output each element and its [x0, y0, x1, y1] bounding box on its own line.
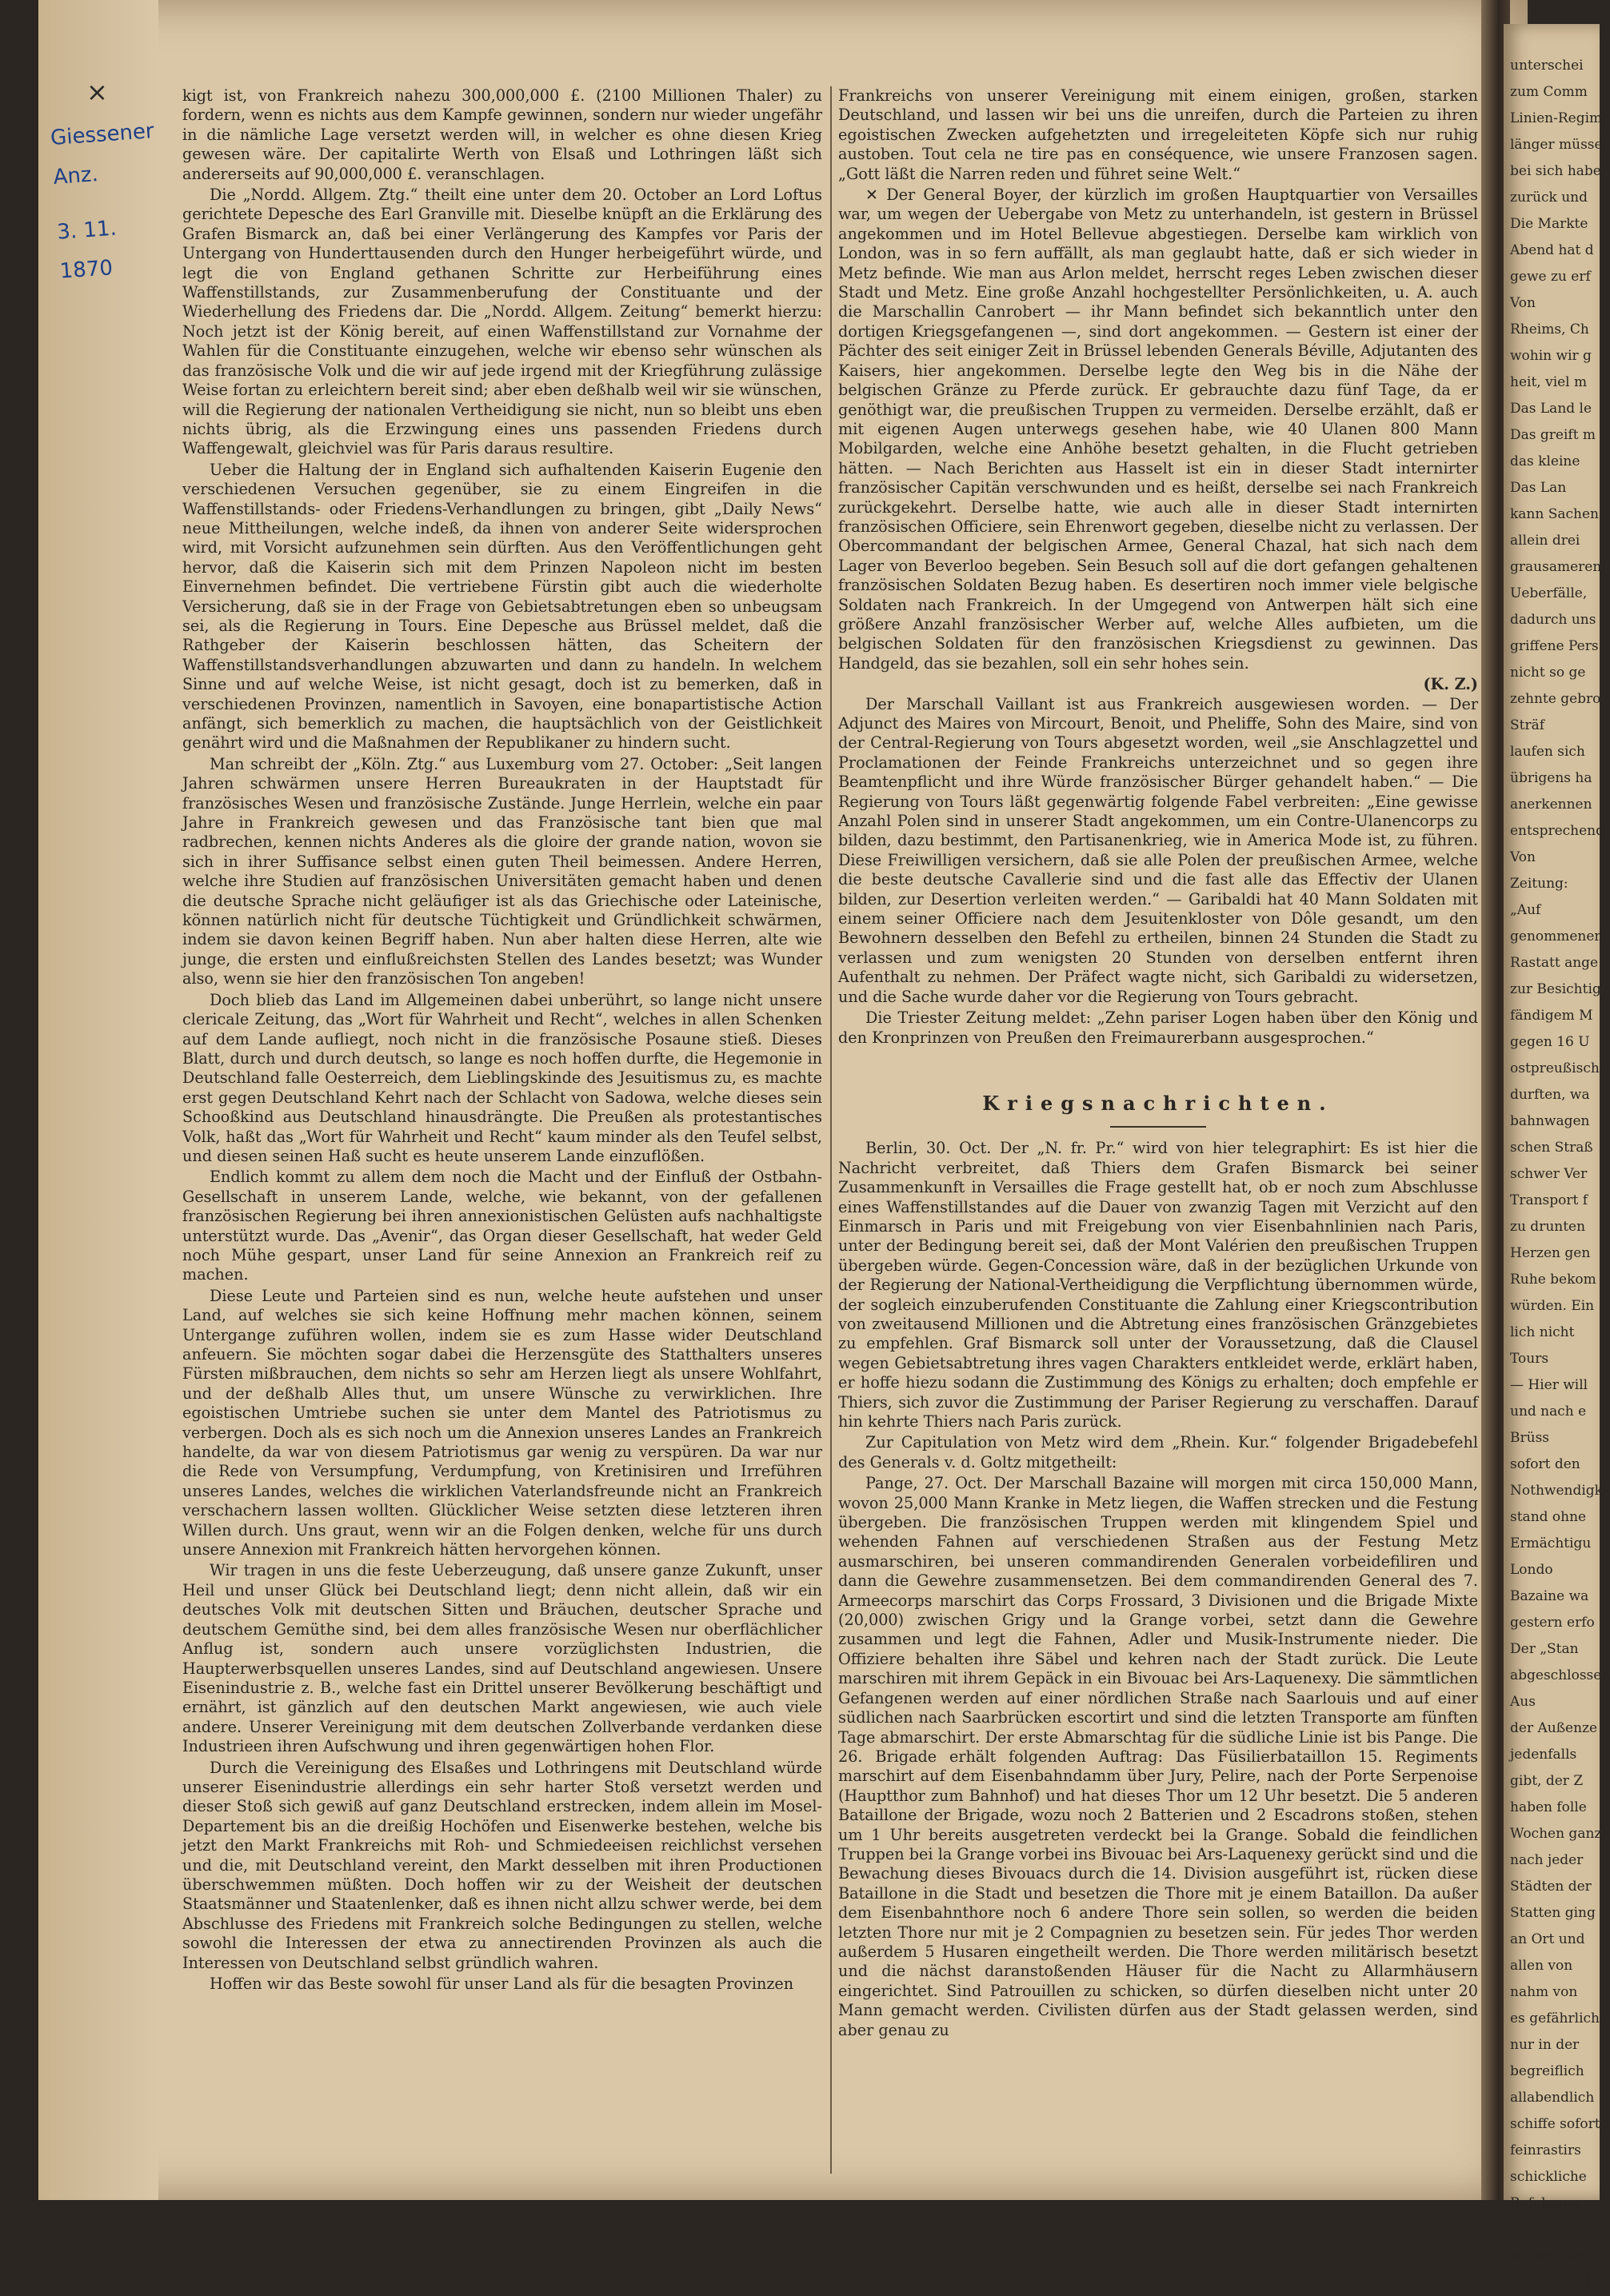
facing-page-line: nicht so ge: [1510, 665, 1586, 681]
facing-page-line: Herzen gen: [1510, 1245, 1591, 1261]
facing-page-line: Transport f: [1510, 1192, 1588, 1208]
facing-page-line: Von: [1510, 295, 1536, 311]
facing-page-line: kann Sachen: [1510, 506, 1599, 522]
article-paragraph: Frankreichs von unserer Vereinigung mit einem einigen, großen, starken Deutschland, und lassen wir bei uns die unreifen, durch die Parteien zu ihren egoistischen Zwecken aufgehetzten und irregeleiteten Köpfe sich nur ruhig austoben. Tout cela ne tire pas en conséquence, wie unsere Franzosen sagen. „Gott läßt die Narren reden und führet seine Welt.“: [838, 86, 1478, 183]
column-divider: [830, 86, 832, 2174]
facing-page-line: bahnwagen: [1510, 1113, 1590, 1129]
facing-page-line: Aus: [1510, 1694, 1536, 1710]
facing-page-line: der Außenze: [1510, 1720, 1598, 1736]
facing-page-line: jedenfalls: [1510, 1747, 1577, 1763]
facing-page-line: Statten ging: [1510, 1905, 1596, 1921]
handwritten-date-1: 3. 11.: [56, 216, 118, 245]
article-paragraph: Doch blieb das Land im Allgemeinen dabei unberührt, so lange nicht unsere clericale Zeitung, das „Wort für Wahrheit und Recht“, welches in allen Schenken auf dem Lande aufliegt, noch nicht in die französische Posaune stieß. Dieses Blatt, durch und durch deutsch, so lange es noch hoffen durfte, die Hegemonie in Deutschland falle Oesterreich, dem Lieblingskinde des Jesuitismus zu, es machte erst gegen Deutschland Kehrt nach der Schlacht von Sadowa, welche dieses sein Schooßkind aus Deutschland hinausdrängte. Die Preußen als protestantisches Volk, haßt das „Wort für Wahrheit und Recht“ kaum minder als den Teufel selbst, und diesen seinen Haß sucht es heute unserem Lande einzuflößen.: [182, 990, 822, 1165]
facing-page-line: und nach e: [1510, 1404, 1587, 1420]
article-paragraph: Die „Nordd. Allgem. Ztg.“ theilt eine unter dem 20. October an Lord Loftus gerichtete Depesche des Earl Granville mit. Dieselbe knüpft an die Erklärung des Grafen Bismarck an, daß bei einer Verlängerung des Kampfes vor Paris der Untergang von Hunderttausenden durch den Hunger herbeigeführt würde, und legt die von England gethanen Schritte zur Herbeiführung eines Waffenstillstands, zur Zusammenberufung der Constituante und der Wiederhellung des Friedens dar. Die „Nordd. Allgem. Zeitung“ bemerkt hierzu: Noch jetzt ist der König bereit, auf einen Waffenstillstand zur Vornahme der Wahlen für die Constituante einzugehen, welche wir ebenso sehr wünschen als das französische Volk und die wir auf jede irgend mit der Kriegführung zulässige Weise fortan zu erleichtern bereit sind; aber eben deßhalb weil wir sie wünschen, will die Regierung der nationalen Vertheidigung sie nicht, nun so bleibt uns eben nichts übrig, als die Erzwingung eines uns passenden Friedens durch Waffengewalt, gleichviel was für Paris daraus resultire.: [182, 186, 822, 458]
facing-page-line: Rastatt ange: [1510, 955, 1599, 971]
facing-page-line: Rheims, Ch: [1510, 321, 1589, 337]
section-heading: Kriegsnachrichten.: [982, 1091, 1334, 1115]
article-paragraph: Der Marschall Vaillant ist aus Frankreich ausgewiesen worden. — Der Adjunct des Maires von Mircourt, Benoit, und Pheliffe, Sohn des Maire, sind von der Central-Regierung von Tours abgesetzt worden, weil „sie Anschlagzettel und Proclamationen der Feinde Frankreichs unterzeichnet und so gegen ihre Beamtenpflicht und ihre Würde französischer Bürger gehandelt haben.“ — Die Regierung von Tours läßt gegenwärtig folgende Fabel verbreiten: „Eine gewisse Anzahl Polen sind in unserer Stadt angekommen, um ein Contre-Ulanencorps zu bilden, dazu bestimmt, den Partisanenkrieg, wie in America Mode ist, zu führen. Diese Freiwilligen versichern, daß sie alle Polen der preußischen Armee, welche die beste deutsche Cavallerie sind und die fast alle das Effectiv der Ulanen bilden, zur Desertion verleiten werden.“ — Garibaldi hat 40 Mann Soldaten mit einem seiner Officiere nach dem Jesuitenkloster von Dôle gesandt, um den Bewohnern desselben den Befehl zu ertheilen, binnen 24 Stunden die Stadt zu verlassen und zum wenigsten 20 Stunden von derselben entfernt ihren Aufenthalt zu nehmen. Der Präfect wagte nicht, sich Garibaldi zu widersetzen, und die Sache wurde daher vor die Regierung von Tours gebracht.: [838, 694, 1478, 1006]
facing-page-line: feinrastirs: [1510, 2142, 1581, 2158]
facing-page-line: nach jeder: [1510, 1852, 1584, 1868]
facing-page-line: Die Markte: [1510, 216, 1588, 232]
facing-page-line: zur Besichtig: [1510, 981, 1601, 997]
facing-page-line: Das greift m: [1510, 427, 1596, 443]
facing-page-line: allein drei: [1510, 533, 1580, 549]
facing-page-line: griffene Pers: [1510, 638, 1599, 654]
article-paragraph: kigt ist, von Frankreich nahezu 300,000,000 £. (2100 Millionen Thaler) zu fordern, wenn es nichts aus dem Kampfe gewinnen, sondern nur wieder ungefähr in die nämliche Lage versetzt werden will, in welcher es ohne diesen Krieg gewesen wäre. Der capitalirte Werth von Elsaß und Lothringen läßt sich andererseits auf 90,000,000 £. veranschlagen.: [182, 86, 822, 183]
facing-page-line: Das Land le: [1510, 401, 1592, 417]
facing-page-line: wohin wir g: [1510, 348, 1592, 364]
facing-page-line: gibt, der Z: [1510, 1773, 1584, 1789]
facing-page-line: fändigem M: [1510, 1008, 1593, 1024]
margin-cross-mark: ×: [86, 77, 108, 107]
facing-page-line: Bazaine wa: [1510, 1588, 1589, 1604]
facing-page-line: schwer Ver: [1510, 1166, 1588, 1182]
facing-page-line: Tours: [1510, 1351, 1549, 1367]
article-paragraph: Man schreibt der „Köln. Ztg.“ aus Luxemburg vom 27. October: „Seit langen Jahren schwärmen unsere Herren Bureaukraten in der Hauptstadt für französisches Wesen und französische Zustände. Junge Herrlein, welche ein paar Jahre in Frankreich gewesen und das Französische tant bien que mal radbrechen, kennen nichts Anderes als die gloire der grande nation, wovon sie sich in ihrer Suffisance selbst einen guten Theil beimessen. Andere Herren, welche ihre Studien auf französischen Universitäten gemacht haben und denen die deutsche Sprache nicht geläufiger ist als das Griechische oder Lateinische, können natürlich nicht für deutsche Tüchtigkeit und Gründlichkeit schwärmen, indem sie davon keinen Begriff haben. Nun aber halten diese Herren, alte wie junge, die ersten und einflußreichsten Stellen des Landes besetzt; was Wunder also, wenn sie hier den französischen Ton angeben!: [182, 754, 822, 988]
facing-page-line: zu drunten: [1510, 1219, 1586, 1235]
facing-page: [1504, 24, 1610, 2290]
facing-page-line: würden. Ein: [1510, 1298, 1595, 1314]
facing-page-line: allabendlich: [1510, 2090, 1595, 2106]
facing-page-line: Loossen al: [1510, 2222, 1584, 2238]
facing-page-line: bei sich habe: [1510, 163, 1601, 179]
facing-page-line: Ruhe bekom: [1510, 1272, 1596, 1288]
facing-page-line: Zeitung:: [1510, 876, 1568, 892]
facing-page-line: „Auf: [1510, 902, 1541, 918]
facing-page-line: Ermächtigu: [1510, 1535, 1592, 1551]
facing-page-line: Befolgung: [1510, 2195, 1581, 2211]
war-news-paragraph: Pange, 27. Oct. Der Marschall Bazaine will morgen mit circa 150,000 Mann, wovon 25,000 Mann Kranke in Metz liegen, die Waffen strecken und die Festung übergeben. Die französischen Truppen werden mit klingendem Spiel und wehenden Fahnen auf verschiedenen Straßen aus der Festung Metz ausmarschiren, bei unseren commandirenden Generalen vorbeidefiliren und dann die Gewehre zusammensetzen. Bei dem commandirenden General des 7. Armeecorps marschirt das Corps Frossard, 3 Divisionen und die Brigade Mixte (20,000) zwischen Grigy und la Grange vorbei, setzt dann die Gewehre zusammen und legt die Fahnen, Adler und Musik-Instrumente nieder. Die Offiziere behalten ihre Säbel und kehren nach der Stadt zurück. Die Leute marschiren mit ihrem Gepäck in ein Bivouac bei Ars-Laquenexy. Die sämmtlichen Gefangenen werden auf einer nördlichen Straße nach Saarlouis und auf einer südlichen nach Saarbrücken escortirt und sind die letzten Transporte am fünften Tage abmarschirt. Der erste Abmarschtag für die südliche Linie ist bis Pange. Die 26. Brigade erhält folgenden Auftrag: Das Füsilierbataillon 15. Regiments marschirt auf dem Eisenbahndamm über Jury, Pelire, nach der Porte Serpenoise (Hauptthor zum Bahnhof) und hat dieses Thor um 12 Uhr besetzt. Die 5 anderen Bataillone der Brigade, wozu noch 2 Batterien und 2 Escadrons stoßen, stehen um 1 Uhr bereits ausgetreten verdeckt bei la Grange. Sobald die feindlichen Truppen bei la Grange vorbei ins Bivouac bei Ars-Laquenexy gerückt sind und die Bewachung dieses Bivouacs durch die 14. Division ausgeführt ist, rücken diese Bataillone in die Stadt und besetzen die Thore mit je einem Bataillon. Da außer dem Eisenbahnthore noch 6 andere Thore sein sollen, so werden die beiden letzten Thore nur mit je 2 Compagnien zu besetzen sein. Für jedes Thor werden außerdem 5 Husaren eingetheilt werden. Die Thore werden militärisch besetzt und die nächst daranstoßenden Häuser für die Nacht zu Allarmhäusern eingerichtet. Sind Patrouillen zu schicken, so dürfen dieselben nicht unter 20 Mann gemacht werden. Civilisten dürfen aus der Stadt gelassen werden, sind aber genau zu: [838, 1474, 1478, 2039]
article-paragraph: Endlich kommt zu allem dem noch die Macht und der Einfluß der Ostbahn-Gesellschaft in unserem Lande, welche, wie bekannt, von der gefallenen französischen Regierung bei ihren annexionistischen Gelüsten aufs nachhaltigste unterstützt wurde. Das „Avenir“, das Organ dieser Gesellschaft, hat weder Geld noch Mühe gespart, unser Land für seine Annexion an Frankreich reif zu machen.: [182, 1168, 822, 1284]
article-paragraph: Diese Leute und Parteien sind es nun, welche heute aufstehen und unser Land, auf welches sie sich keine Hoffnung mehr machen können, seinem Untergange zuführen wollen, indem sie es zum Hasse wider Deutschland anfeuern. Sie möchten sogar dabei die Herzensgüte des Statthalters unseres Fürsten mißbrauchen, dem nichts so sehr am Herzen liegt als unsere Wohlfahrt, und der deßhalb Alles thut, um unsere Wünsche zu verwirklichen. Ihre egoistischen Umtriebe suchen sie unter dem Mantel des Patriotismus zu verbergen. Doch als es sich noch um die Annexion unseres Landes an Frankreich handelte, da war von diesem Patriotismus gar wenig zu verspüren. Da war nur die Rede von Versumpfung, Verdumpfung, von Kretinisiren und Irreführen unseres Landes, welches die wirklichen Vaterlandsfreunde nicht an Frankreich verschachern lassen wollten. Glücklicher Weise setzten diese letzteren ihren Willen durch. Uns graut, wenn wir an die Folgen denken, welche für uns durch unsere Annexion mit Frankreich hätten hervorgehen können.: [182, 1286, 822, 1559]
facing-page-line: genommenen: [1510, 928, 1604, 944]
facing-page-line: stand ohne: [1510, 1509, 1587, 1525]
handwritten-annotation: [50, 117, 155, 311]
facing-page-line: Linien-Regim: [1510, 110, 1603, 126]
facing-page-line: Sträf: [1510, 717, 1545, 733]
facing-page-line: lich nicht: [1510, 1324, 1575, 1340]
facing-page-line: Das Lan: [1510, 480, 1567, 496]
right-column: [838, 86, 1478, 2042]
facing-page-line: werden soll: [1510, 2274, 1590, 2290]
source-signature: (K. Z.): [1423, 675, 1478, 694]
facing-page-line: Städten der: [1510, 1879, 1592, 1895]
facing-page-line: schickliche: [1510, 2169, 1587, 2185]
facing-page-line: nahm von: [1510, 1984, 1578, 2000]
facing-page-line: laufen sich: [1510, 744, 1585, 760]
facing-page-line: Ueberfälle,: [1510, 585, 1588, 601]
facing-page-line: nur in der: [1510, 2037, 1580, 2053]
facing-page-line: Der „Stan: [1510, 1641, 1579, 1657]
handwritten-source-1: Giessener: [50, 119, 155, 151]
facing-page-line: grausameren: [1510, 559, 1602, 575]
facing-page-text: [1504, 24, 1610, 2296]
facing-page-line: gegen 16 U: [1510, 1034, 1590, 1050]
facing-page-line: begreiflich: [1510, 2063, 1584, 2079]
facing-page-line: allen von: [1510, 1958, 1573, 1974]
facing-page-line: zurück und: [1510, 190, 1588, 206]
facing-page-line: gewe zu erf: [1510, 269, 1591, 285]
article-paragraph: ✕ Der General Boyer, der kürzlich im großen Hauptquartier von Versailles war, um wegen der Uebergabe von Metz zu unterhandeln, ist gestern in Brüssel angekommen und im Hotel Bellevue abgestiegen. Derselbe kam wirklich von London, was in so fern auffällt, als man geglaubt hatte, daß er sich wieder in Metz befinde. Wie man aus Arlon meldet, herrscht reges Leben zwischen dieser Stadt und Metz. Eine große Anzahl hochgestellter Persönlichkeiten, u. A. auch die Marschallin Canrobert — ihr Mann befindet sich bekanntlich unter den dortigen Kriegsgefangenen —, sind dort angekommen. — Gestern ist einer der Pächter des seit einiger Zeit in Brüssel lebenden Generals Béville, Adjutanten des Kaisers, hier angekommen. Derselbe legte den Weg bis in die Nähe der belgischen Gränze zu Pferde zurück. Er gebrauchte dazu fünf Tage, da er genöthigt war, die preußischen Truppen zu vermeiden. Derselbe erzählt, daß er mit eigenen Augen unterwegs gesehen habe, wie 40 Ulanen 800 Mann Mobilgarden, welche eine Anhöhe besetzt gehalten, in die Flucht getrieben hätten. — Nach Berichten aus Hasselt ist ein in dieser Stadt internirter französischer Capitän verschwunden und es heißt, derselbe sei nach Frankreich zurückgekehrt. Derselbe hatte, wie auch alle in dieser Stadt internirten französischen Officiere, sein Ehrenwort gegeben, dieselbe nicht zu verlassen. Der Obercommandant der belgischen Armee, General Chazal, hat sich nach dem Lager von Beverloo begeben. Sein Besuch soll auf die dort gefangen gehaltenen französischen Soldaten Bezug haben. Es desertiren noch immer viele belgische Soldaten nach Frankreich. In der Umgegend von Antwerpen hält sich eine größere Anzahl französischer Werber auf, welche Alles aufbieten, um die belgischen Soldaten für den französischen Kriegsdienst zu gewinnen. Das Handgeld, das sie bezahlen, soll ein sehr hohes sein.: [838, 186, 1478, 673]
facing-page-line: Wochen ganz: [1510, 1826, 1602, 1842]
facing-page-line: heit, viel m: [1510, 374, 1588, 390]
facing-page-line: zehnte gebro: [1510, 691, 1601, 707]
facing-page-line: zum Comm: [1510, 84, 1588, 100]
facing-page-line: Von: [1510, 849, 1536, 865]
facing-page-line: Londo: [1510, 1562, 1553, 1578]
handwritten-date-2: 1870: [58, 256, 114, 284]
facing-page-line: schen Straß: [1510, 1140, 1593, 1156]
facing-page-line: Brüss: [1510, 1430, 1550, 1446]
left-column: [182, 86, 822, 1995]
handwritten-source-2: Anz.: [52, 162, 99, 190]
facing-page-line: entsprechend: [1510, 823, 1604, 839]
heading-rule: [1110, 1126, 1206, 1128]
facing-page-line: sofort den: [1510, 1456, 1580, 1472]
facing-page-line: worden wa: [1510, 2248, 1586, 2264]
article-paragraph: Durch die Vereinigung des Elsaßes und Lothringens mit Deutschland würde unserer Eisenindustrie allerdings ein sehr harter Stoß versetzt werden und dieser Stoß sich gewiß auf ganz Deutschland erstrecken, indem allein im Mosel-Departement bis an die dreißig Hochöfen und Eisenwerke bestehen, welche bis jetzt den Markt Frankreichs mit Roh- und Schmiedeeisen reichlichst versehen und die, mit Deutschland vereint, den Markt desselben mit ihren Productionen überschwemmen müßten. Doch hoffen wir zu der Weisheit der deutschen Staatsmänner und Staatenlenker, daß es ihnen nicht allzu schwer werde, bei dem Abschlusse des Friedens mit Frankreich solche Bedingungen zu stellen, welche sowohl die Interessen der etwa zu annectirenden Provinzen als auch die Interessen von Deutschland selbst gründlich wahren.: [182, 1758, 822, 1972]
article-paragraph: Ueber die Haltung der in England sich aufhaltenden Kaiserin Eugenie den verschiedenen Versuchen gegenüber, sie zu einem Eingreifen in die Waffenstillstands- oder Friedens-Verhandlungen zu bringen, gibt „Daily News“ neue Mittheilungen, welche indeß, da ihnen von anderer Seite widersprochen wird, mit Vorsicht aufzunehmen sein dürften. Aus den Veröffentlichungen geht hervor, daß die Kaiserin sich mit dem Prinzen Napoleon nicht im besten Einvernehmen befindet. Die vertriebene Fürstin gibt auch die wiederholte Versicherung, daß sie in der Frage von Gebietsabtretungen eben so unbeugsam sei, als die Regierung in Tours. Eine Depesche aus Brüssel meldet, daß die Rathgeber der Kaiserin beschlossen hätten, das Scheitern der Waffenstillstandsverhandlungen abzuwarten und dann zu handeln. In welchem Sinne und auf welche Weise, ist nicht gesagt, doch ist zu bemerken, daß in verschiedenen Provinzen, namentlich in Savoyen, eine bonapartistische Action anfängt, sich bemerklich zu machen, die hauptsächlich von der Geistlichkeit genährt wird und die Maßnahmen der Republikaner zu hindern sucht.: [182, 460, 822, 753]
facing-page-line: anerkennen: [1510, 797, 1592, 813]
facing-page-line: abgeschlossen: [1510, 1667, 1610, 1683]
facing-page-line: — Hier will: [1510, 1377, 1588, 1393]
facing-page-line: ostpreußische: [1510, 1060, 1608, 1076]
facing-page-line: das kleine: [1510, 453, 1580, 469]
facing-page-line: durften, wa: [1510, 1087, 1590, 1103]
facing-page-line: schiffe sofort: [1510, 2116, 1600, 2132]
war-news-paragraph: Zur Capitulation von Metz wird dem „Rhein. Kur.“ folgender Brigadebefehl des Generals v. d. Goltz mitgetheilt:: [838, 1433, 1478, 1471]
facing-page-line: an Ort und: [1510, 1931, 1585, 1947]
facing-page-line: haben folle: [1510, 1799, 1587, 1815]
war-news-paragraph: Berlin, 30. Oct. Der „N. fr. Pr.“ wird von hier telegraphirt: Es ist hier die Nachricht verbreitet, daß Thiers dem Grafen Bismarck bei seiner Zusammenkunft in Versailles die Frage gestellt hat, ob er noch zum Abschlusse eines Waffenstillstandes auf die Dauer von zwanzig Tagen mit Verzicht auf den Einmarsch in Paris und mit Freigebung von vier Eisenbahnlinien nach Paris, unter der Bedingung bereit sei, daß der Mont Valérien den preußischen Truppen übergeben würde. Gegen-Concession wäre, daß in der bezüglichen Urkunde von der Regierung der National-Vertheidigung die Verpflichtung übernommen würde, der sogleich einzuberufenden Constituante die Zahlung einer Kriegscontribution von zweitausend Millionen und die Abtretung eines französischen Gränzgebietes zu empfehlen. Graf Bismarck soll unter der Voraussetzung, daß die Clausel wegen Gebietsabtretung ihres vagen Charakters entkleidet werde, erklärt haben, er hoffe hiezu sodann die Zustimmung des Königs zu erhalten; doch empfehle er Thiers, sich zuvor die Zustimmung der Pariser Regierung zu verschaffen. Darauf hin kehrte Thiers nach Paris zurück.: [838, 1139, 1478, 1431]
facing-page-line: gestern erfo: [1510, 1615, 1595, 1631]
page-margin: [38, 0, 158, 2200]
facing-page-line: dadurch uns: [1510, 612, 1596, 628]
article-paragraph: Wir tragen in uns die feste Ueberzeugung, daß unsere ganze Zukunft, unser Heil und unser Glück bei Deutschland liegt; denn nicht allein, daß wir ein deutsches Volk mit deutschen Sitten und Bräuchen, deutscher Sprache und deutschem Gemüthe sind, bei dem alles französische Wesen nur oberflächlicher Anflug ist, sondern auch unsere vorzüglichsten Industrien, die Haupterwerbsquellen unseres Landes, sind auf Deutschland angewiesen. Unsere Eisenindustrie z. B., welche fast ein Drittel unserer Bevölkerung beschäftigt und ernährt, ist gänzlich auf den deutschen Markt angewiesen, wie auch viele andere. Unserer Vereinigung mit dem deutschen Zollverbande verdanken diese Industrieen ihren Aufschwung und ihren gegenwärtigen hohen Flor.: [182, 1561, 822, 1756]
facing-page-line: unterschei: [1510, 58, 1584, 74]
facing-page-line: Nothwendigk: [1510, 1483, 1603, 1499]
article-paragraph: Hoffen wir das Beste sowohl für unser Land als für die besagten Provinzen: [210, 1975, 794, 1993]
article-paragraph: Die Triester Zeitung meldet: „Zehn pariser Logen haben über den König und den Kronprinzen von Preußen den Freimaurerbann ausgesprochen.“: [838, 1008, 1478, 1047]
facing-page-line: übrigens ha: [1510, 770, 1592, 786]
facing-page-line: es gefährlich: [1510, 2010, 1600, 2026]
facing-page-line: Abend hat d: [1510, 242, 1594, 258]
facing-page-line: länger müsse: [1510, 137, 1603, 153]
